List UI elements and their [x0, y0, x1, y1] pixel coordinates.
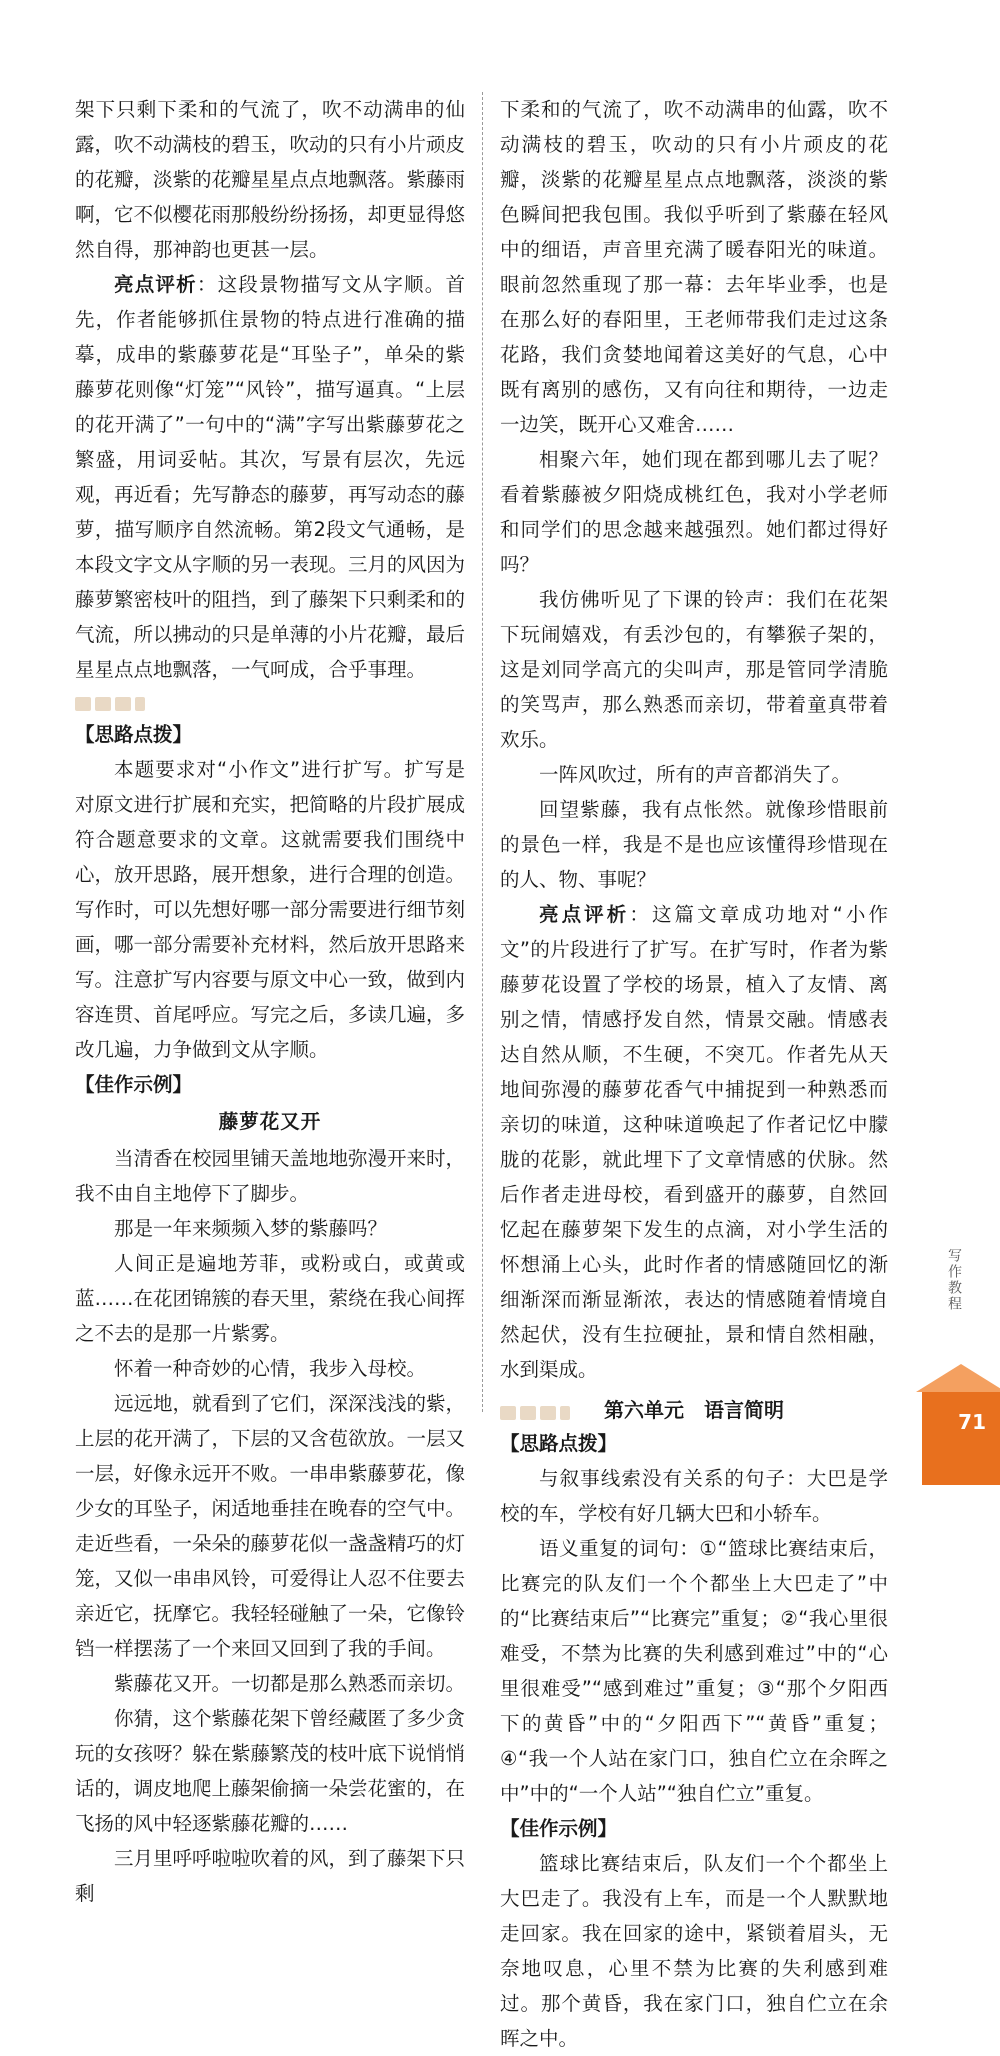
right-column [500, 92, 888, 2056]
essay-paragraph: 篮球比赛结束后，队友们一个个都坐上大巴走了。我没有上车，而是一个人默默地走回家。我在回家的途中，紧锁着眉头，无奈地叹息，心里不禁为比赛的失利感到难过。那个黄昏，我在家门口，独自伫立在余晖之中。 [500, 1852, 888, 2050]
essay-paragraph: 相聚六年，她们现在都到哪儿去了呢？看着紫藤被夕阳烧成桃红色，我对小学老师和同学们的思念越来越强烈。她们都过得好吗？ [500, 448, 888, 576]
decorative-stamp-icon [75, 693, 155, 715]
highlight-label: 亮点评析 [539, 903, 630, 926]
essay-paragraph: 紫藤花又开。一切都是那么熟悉而亲切。 [114, 1672, 466, 1695]
paragraph: 本题要求对“小作文”进行扩写。扩写是对原文进行扩展和充实，把简略的片段扩展成符合题意要求的文章。这就需要我们围绕中心，放开思路，展开想象，进行合理的创造。写作时，可以先想好哪一部分需要进行细节刻画，哪一部分需要补充材料，然后放开思路来写。注意扩写内容要与原文中心一致，做到内容连贯、首尾呼应。写完之后，多读几遍，多改几遍，力争做到文从字顺。 [75, 758, 466, 1061]
section-tag-example: 【佳作示例】 [500, 1817, 618, 1840]
page-number: 71 [958, 1410, 986, 1434]
essay-paragraph: 三月里呼呼啦啦吹着的风，到了藤架下只剩 [75, 1847, 466, 1905]
side-label: 写作教程 [946, 1248, 962, 1312]
paragraph: 与叙事线索没有关系的句子：大巴是学校的车，学校有好几辆大巴和小轿车。 [500, 1467, 888, 1525]
essay-paragraph: 人间正是遍地芳菲，或粉或白，或黄或蓝……在花团锦簇的春天里，萦绕在我心间挥之不去的是那一片紫雾。 [75, 1252, 466, 1345]
essay-paragraph: 远远地，就看到了它们，深深浅浅的紫，上层的花开满了，下层的又含苞欲放。一层又一层，好像永远开不败。一串串紫藤萝花，像少女的耳坠子，闲适地垂挂在晚春的空气中。走近些看，一朵朵的藤萝花似一盏盏精巧的灯笼，又似一串串风铃，可爱得让人忍不住要去亲近它，抚摩它。我轻轻碰触了一朵，它像铃铛一样摆荡了一个来回又回到了我的手间。 [75, 1392, 466, 1660]
essay-title: 藤萝花又开 [218, 1110, 322, 1133]
page-corner-tab [922, 1392, 1000, 1485]
essay-paragraph: 回望紫藤，我有点怅然。就像珍惜眼前的景色一样，我是不是也应该懂得珍惜现在的人、物、事呢？ [500, 798, 888, 891]
essay-paragraph: 怀着一种奇妙的心情，我步入母校。 [114, 1357, 427, 1380]
left-column [75, 92, 465, 1911]
highlight-label: 亮点评析 [114, 273, 197, 296]
essay-paragraph: 当清香在校园里铺天盖地地弥漫开来时，我不由自主地停下了脚步。 [75, 1147, 466, 1205]
section-tag-thinking: 【思路点拨】 [500, 1432, 618, 1455]
essay-paragraph: 那是一年来频频入梦的紫藤吗？ [114, 1217, 388, 1240]
section-tag-example: 【佳作示例】 [75, 1073, 193, 1096]
highlight-review: 亮点评析：这段景物描写文从字顺。首先，作者能够抓住景物的特点进行准确的描摹，成串的紫藤萝花是“耳坠子”，单朵的紫藤萝花则像“灯笼”“风铃”，描写逼真。“上层的花开满了”一句中的“满”字写出紫藤萝花之繁盛，用词妥帖。其次，写景有层次，先远观，再近看；先写静态的藤萝，再写动态的藤萝，描写顺序自然流畅。第2段文气通畅，是本段文字文从字顺的另一表现。三月的风因为藤萝繁密枝叶的阻挡，到了藤架下只剩柔和的气流，所以拂动的只是单薄的小片花瓣，最后星星点点地飘落，一气呵成，合乎事理。 [75, 273, 466, 681]
essay-paragraph: 你猜，这个紫藤花架下曾经藏匿了多少贪玩的女孩呀？躲在紫藤繁茂的枝叶底下说悄悄话的，调皮地爬上藤架偷摘一朵尝花蜜的，在飞扬的风中轻逐紫藤花瓣的…… [75, 1707, 466, 1835]
essay-paragraph: 我仿佛听见了下课的铃声：我们在花架下玩闹嬉戏，有丢沙包的，有攀猴子架的，这是刘同学高亢的尖叫声，那是管同学清脆的笑骂声，那么熟悉而亲切，带着童真带着欢乐。 [500, 588, 888, 751]
essay-paragraph: 下柔和的气流了，吹不动满串的仙露，吹不动满枝的碧玉，吹动的只有小片顽皮的花瓣，淡紫的花瓣星星点点地飘落，淡淡的紫色瞬间把我包围。我似乎听到了紫藤在轻风中的细语，声音里充满了暖春阳光的味道。眼前忽然重现了那一幕：去年毕业季，也是在那么好的春阳里，王老师带我们走过这条花路，我们贪婪地闻着这美好的气息，心中既有离别的感伤，又有向往和期待，一边走一边笑，既开心又难舍…… [500, 98, 888, 436]
paragraph: 语义重复的词句：①“篮球比赛结束后，比赛完的队友们一个个都坐上大巴走了”中的“比赛结束后”“比赛完”重复；②“我心里很难受，不禁为比赛的失利感到难过”中的“心里很难受”“感到难过”重复；③“那个夕阳西下的黄昏”中的“夕阳西下”“黄昏”重复；④“我一个人站在家门口，独自伫立在余晖之中”中的“一个人站”“独自伫立”重复。 [500, 1537, 888, 1805]
paragraph: 架下只剩下柔和的气流了，吹不动满串的仙露，吹不动满枝的碧玉，吹动的只有小片顽皮的花瓣，淡紫的花瓣星星点点地飘落。紫藤雨啊，它不似樱花雨那般纷纷扬扬，却更显得悠然自得，那神韵也更甚一层。 [75, 98, 466, 261]
unit-title: 第六单元 语言简明 [604, 1398, 784, 1422]
essay-paragraph: 一阵风吹过，所有的声音都消失了。 [539, 763, 852, 786]
decorative-stamp-icon [500, 1402, 580, 1424]
column-divider [482, 92, 483, 1412]
section-tag-thinking: 【思路点拨】 [75, 723, 193, 746]
highlight-review: 亮点评析：这篇文章成功地对“小作文”的片段进行了扩写。在扩写时，作者为紫藤萝花设置了学校的场景，植入了友情、离别之情，情感抒发自然，情景交融。情感表达自然从顺，不生硬，不突兀。作者先从天地间弥漫的藤萝花香气中捕捉到一种熟悉而亲切的味道，这种味道唤起了作者记忆中朦胧的花影，就此埋下了文章情感的伏脉。然后作者走进母校，看到盛开的藤萝，自然回忆起在藤萝架下发生的点滴，对小学生活的怀想涌上心头，此时作者的情感随回忆的渐细渐深而渐显渐浓，表达的情感随着情境自然起伏，没有生拉硬扯，景和情自然相融，水到渠成。 [500, 903, 888, 1381]
